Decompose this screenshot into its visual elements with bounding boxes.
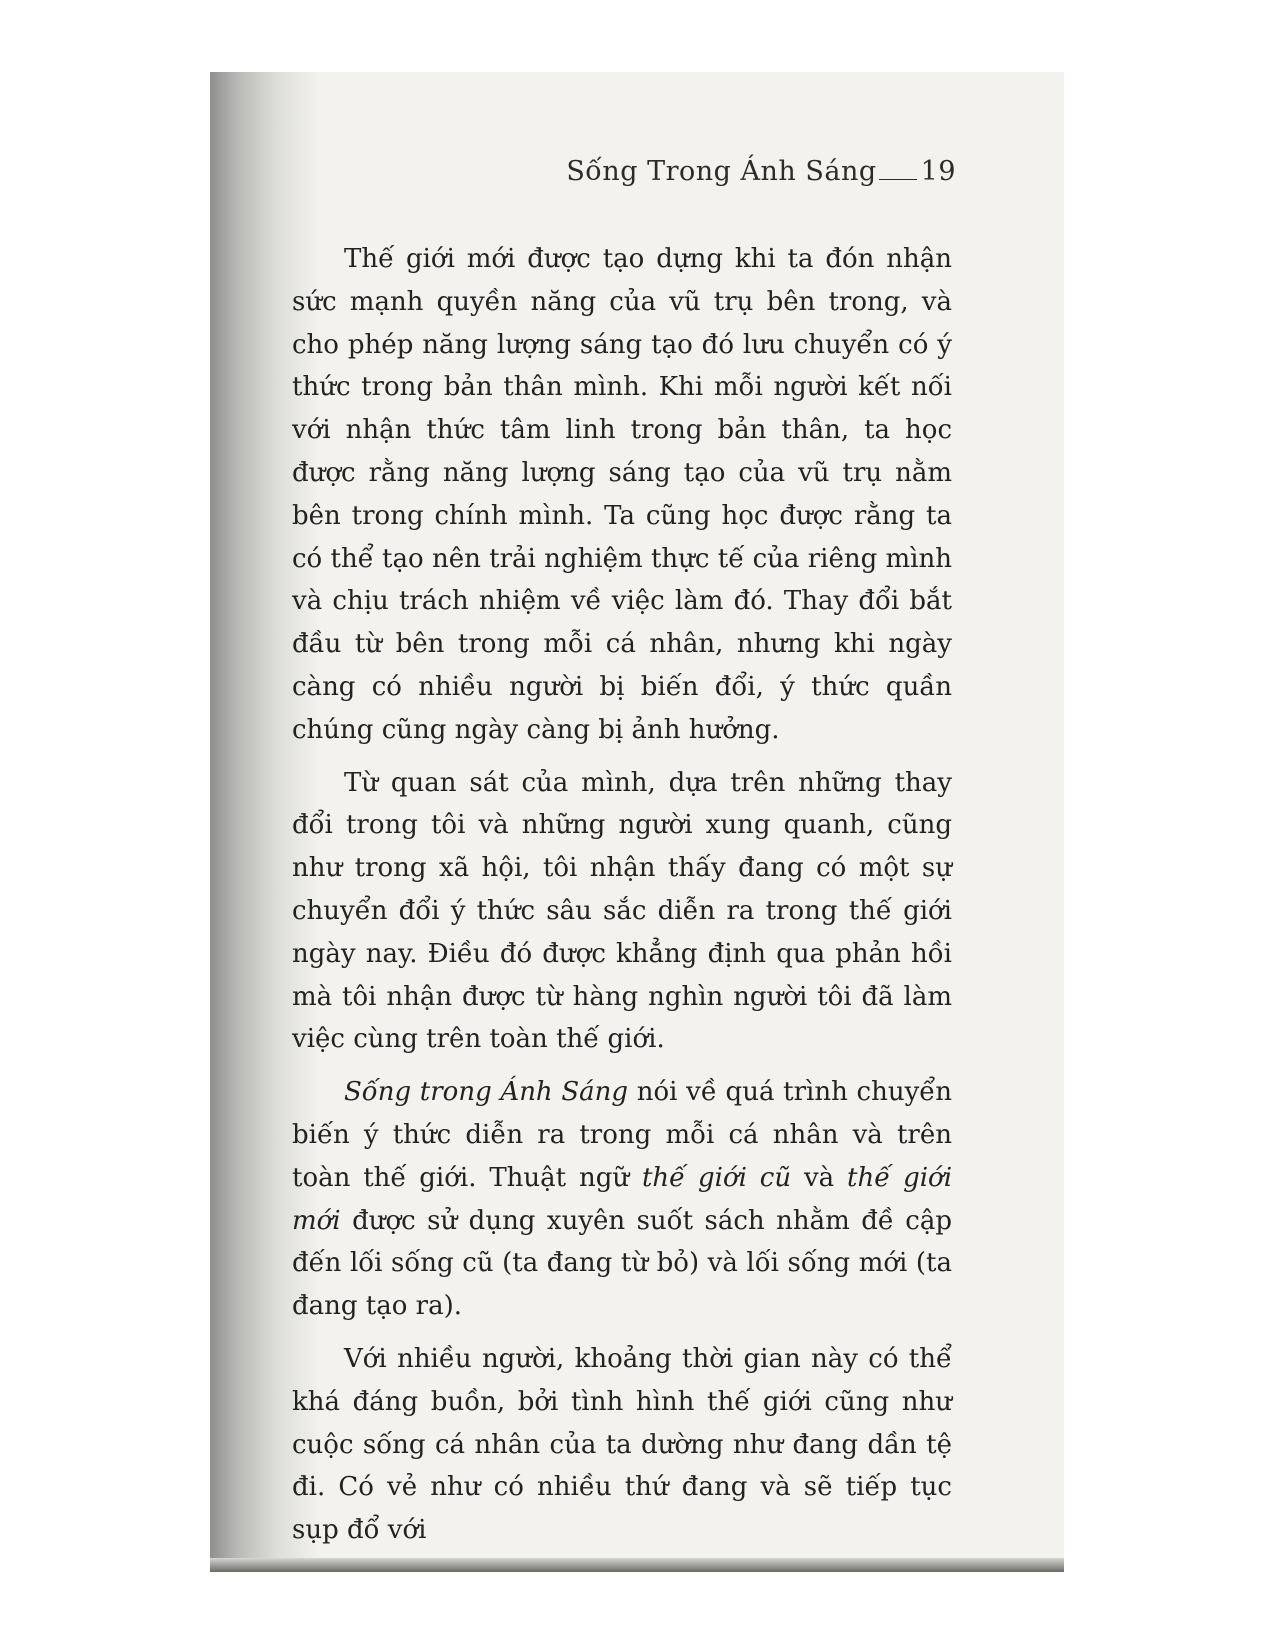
page-bottom-edge: [210, 1558, 1064, 1572]
paragraph-2: Từ quan sát của mình, dựa trên những thay đổi trong tôi và những người xung quanh, cũng như trong xã hội, tôi nhận thấy đang có một sự chuyển đổi ý thức sâu sắc diễn ra trong thế giới ngày nay. Điều đó được khẳng định qua phản hồi mà tôi nhận được từ hàng nghìn người tôi đã làm việc cùng trên toàn thế giới.: [292, 767, 952, 1055]
paragraph-3-text-a: nói về quá trình chuyển biến ý thức diễn ra trong mỗi cá nhân và trên toàn thế giới. Thuật ngữ: [292, 1077, 952, 1193]
paragraph-3: [292, 1071, 952, 1328]
paragraph-3-text-c: được sử dụng xuyên suốt sách nhằm đề cập đến lối sống cũ (ta đang từ bỏ) và lối sống mới (ta đang tạo ra).: [292, 1205, 952, 1322]
running-title: Sống Trong Ánh Sáng: [566, 156, 877, 187]
body-text: [292, 238, 952, 1562]
running-header: [566, 156, 956, 187]
paragraph-3-text-b: và: [791, 1162, 848, 1193]
book-title-italic: Sống trong Ánh Sáng: [344, 1077, 629, 1108]
book-page: [210, 72, 1064, 1572]
term-new-world: thế giới mới: [292, 1162, 953, 1236]
header-rule: [879, 179, 917, 180]
term-old-world: thế giới cũ: [641, 1162, 792, 1193]
paragraph-4: Với nhiều người, khoảng thời gian này có thể khá đáng buồn, bởi tình hình thế giới cũng như cuộc sống cá nhân của ta dường như đang dần tệ đi. Có vẻ như có nhiều thứ đang và sẽ tiếp tục sụp đổ với: [292, 1343, 952, 1546]
paragraph-1: Thế giới mới được tạo dựng khi ta đón nhận sức mạnh quyền năng của vũ trụ bên trong, và cho phép năng lượng sáng tạo đó lưu chuyển có ý thức trong bản thân mình. Khi mỗi người kết nối với nhận thức tâm linh trong bản thân, ta học được rằng năng lượng sáng tạo của vũ trụ nằm bên trong chính mình. Ta cũng học được rằng ta có thể tạo nên trải nghiệm thực tế của riêng mình và chịu trách nhiệm về việc làm đó. Thay đổi bắt đầu từ bên trong mỗi cá nhân, nhưng khi ngày càng có nhiều người bị biến đổi, ý thức quần chúng cũng ngày càng bị ảnh hưởng.: [292, 244, 952, 745]
page-number: 19: [920, 156, 956, 187]
